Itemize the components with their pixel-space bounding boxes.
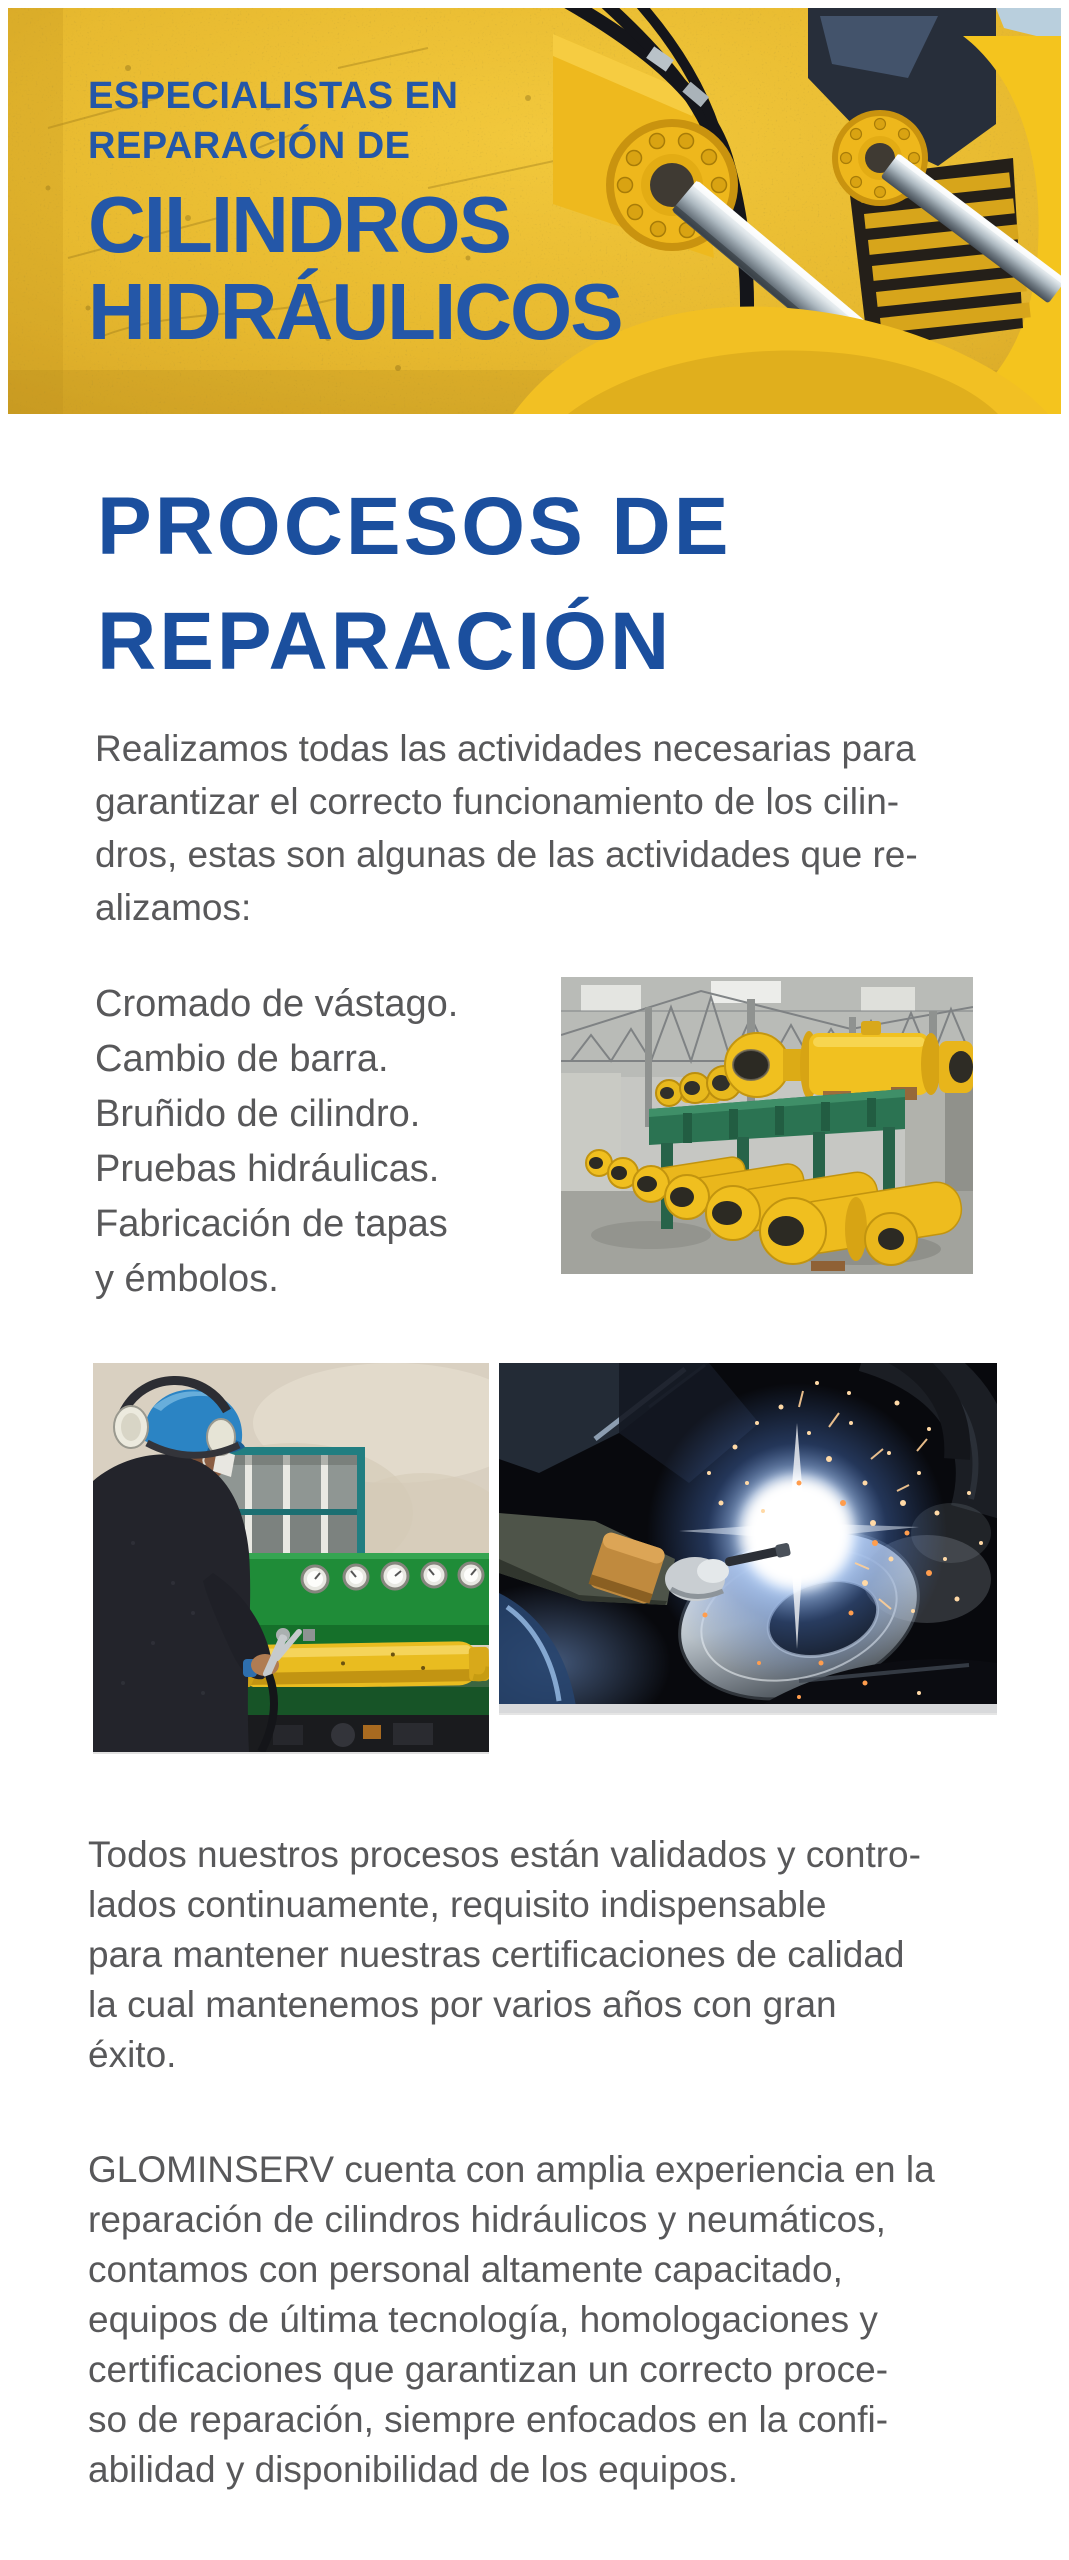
company-line: so de reparación, siempre enfocados en la confi- (88, 2399, 889, 2440)
weld-arc (647, 1383, 947, 1683)
warehouse-cylinders-photo (561, 977, 973, 1274)
validation-line: Todos nuestros procesos están validados y contro- (88, 1834, 921, 1875)
page-title (97, 469, 731, 699)
validation-paragraph (88, 1830, 921, 2080)
warehouse-photo-illustration (561, 977, 973, 1274)
banner (8, 8, 1061, 414)
banner-text (88, 71, 622, 355)
company-line: GLOMINSERV cuenta con amplia experiencia en la (88, 2149, 935, 2190)
company-line: certificaciones que garantizan un correcto proce- (88, 2349, 889, 2390)
test-bench-illustration (93, 1363, 489, 1752)
page-title-line-1: PROCESOS DE (97, 481, 732, 572)
service-item: y émbolos. (95, 1258, 279, 1300)
validation-line: lados continuamente, requisito indispensable (88, 1884, 827, 1925)
services-list (95, 977, 458, 1307)
banner-kicker-line-1: ESPECIALISTAS EN (88, 75, 459, 117)
validation-line: éxito. (88, 2034, 177, 2075)
banner-kicker (88, 71, 622, 171)
intro-line: Realizamos todas las actividades necesarias para (95, 728, 916, 769)
banner-title-line-1: CILINDROS (88, 180, 510, 269)
service-item: Cromado de vástago. (95, 983, 459, 1025)
pressure-test-photo (93, 1363, 489, 1752)
welding-illustration (499, 1363, 997, 1713)
banner-title-line-2: HIDRÁULICOS (88, 267, 622, 356)
validation-line: la cual mantenemos por varios años con gran (88, 1984, 837, 2025)
service-item: Fabricación de tapas (95, 1203, 448, 1245)
banner-kicker-line-2: REPARACIÓN DE (88, 125, 411, 167)
company-line: reparación de cilindros hidráulicos y neumáticos, (88, 2199, 886, 2240)
page-title-line-2: REPARACIÓN (97, 596, 673, 687)
service-item: Cambio de barra. (95, 1038, 389, 1080)
intro-line: alizamos: (95, 887, 252, 928)
banner-title (88, 181, 622, 355)
company-paragraph (88, 2145, 935, 2495)
intro-line: garantizar el correcto funcionamiento de los cilin- (95, 781, 900, 822)
welding-photo (499, 1363, 997, 1713)
company-line: abilidad y disponibilidad de los equipos. (88, 2449, 739, 2490)
intro-line: dros, estas son algunas de las actividades que re- (95, 834, 918, 875)
company-line: contamos con personal altamente capacitado, (88, 2249, 843, 2290)
validation-line: para mantener nuestras certificaciones de calidad (88, 1934, 905, 1975)
service-item: Bruñido de cilindro. (95, 1093, 421, 1135)
company-line: equipos de última tecnología, homologaciones y (88, 2299, 878, 2340)
intro-paragraph (95, 722, 918, 934)
service-item: Pruebas hidráulicas. (95, 1148, 440, 1190)
